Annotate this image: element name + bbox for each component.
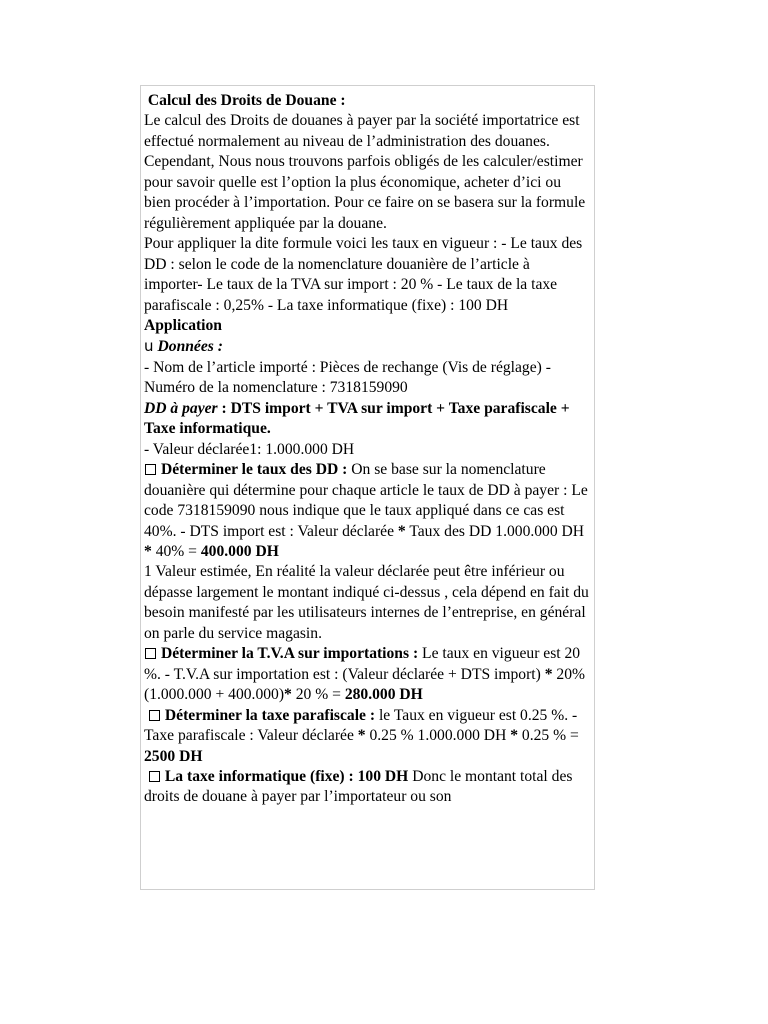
section-tva-text-2: 20% (1.000.000 + 400.000) xyxy=(144,665,585,704)
checkbox-icon xyxy=(145,464,156,475)
section-tva-text-3: 20 % = xyxy=(291,686,345,704)
section-parafiscale-result: 2500 DH xyxy=(144,747,203,765)
star-mark: * xyxy=(357,727,366,745)
valeur-declaree: - Valeur déclarée1: 1.000.000 DH xyxy=(144,440,355,458)
document-title xyxy=(144,91,591,111)
star-mark: * xyxy=(144,542,152,560)
section-taux-dd-text-2: Taux des DD 1.000.000 DH xyxy=(405,522,585,540)
star-mark: * xyxy=(397,522,406,540)
checkbox-icon xyxy=(149,771,160,782)
section-taux-dd xyxy=(144,460,591,562)
section-parafiscale-text: le Taux en vigueur est 0.25 %. - Taxe parafiscale : Valeur déclarée xyxy=(144,706,578,745)
section-taux-dd-text-3: 40% = xyxy=(151,542,201,560)
section-tva-result: 280.000 DH xyxy=(344,686,423,704)
application-heading-text: Application xyxy=(144,316,222,334)
star-mark: * xyxy=(544,665,553,683)
section-tva-heading: Déterminer la T.V.A sur importations : xyxy=(161,645,419,663)
bullet-icon: u xyxy=(144,337,154,356)
checkbox-icon xyxy=(145,648,156,659)
section-parafiscale-text-2: 0.25 % 1.000.000 DH xyxy=(365,727,511,745)
section-tva xyxy=(144,644,591,705)
footnote: 1 Valeur estimée, En réalité la valeur déclarée peut être inférieur ou dépasse largement le montant indiqué ci-dessus , cela dépend en fait du besoin manifesté par les utilisateurs internes de l’entreprise, en général on parle du service magasin. xyxy=(144,563,589,642)
star-mark: * xyxy=(510,727,519,745)
star-mark: * xyxy=(284,686,292,704)
document-page xyxy=(140,85,595,890)
donnees-label: Données : xyxy=(157,338,223,356)
section-parafiscale xyxy=(144,706,591,767)
article-info: - Nom de l’article importé : Pièces de rechange (Vis de réglage) - Numéro de la nomenclature : 7318159090 xyxy=(144,358,551,397)
section-parafiscale-text-3: 0.25 % = xyxy=(518,727,579,745)
section-taux-dd-result: 400.000 DH xyxy=(200,542,279,560)
application-heading xyxy=(144,316,591,336)
dd-formula: : DTS import + TVA sur import + Taxe parafiscale + Taxe informatique. xyxy=(144,399,570,438)
intro-paragraph: Le calcul des Droits de douanes à payer par la société importatrice est effectué normalement au niveau de l’administration des douanes. Cependant, Nous nous trouvons parfois obligés de les calculer/estimer pour savoir quelle est l’option la plus économique, acheter d’ici ou bien procéder à l’importation. Pour ce faire on se basera sur la formule régulièrement appliquée par la douane. xyxy=(144,112,586,232)
section-informatique-heading: La taxe informatique (fixe) : 100 DH xyxy=(164,767,409,785)
title-text: Calcul des Droits de Douane : xyxy=(147,92,346,109)
rates-paragraph: Pour appliquer la dite formule voici les taux en vigueur : - Le taux des DD : selon le code de la nomenclature douanière de l’article à importer- Le taux de la TVA sur import : 20 % - Le taux de la taxe parafiscale : 0,25% - La taxe informatique (fixe) : 100 DH xyxy=(144,235,583,314)
section-parafiscale-heading: Déterminer la taxe parafiscale : xyxy=(164,706,376,724)
section-informatique xyxy=(144,767,591,808)
section-taux-dd-text: On se base sur la nomenclature douanière qui détermine pour chaque article le taux de DD à payer : Le code 7318159090 nous indique que le taux appliqué dans ce cas est 40%. - DTS import est : Valeur déclarée xyxy=(144,461,588,540)
checkbox-icon xyxy=(149,710,160,721)
section-tva-text: Le taux en vigueur est 20 %. - T.V.A sur importation est : (Valeur déclarée + DTS import) xyxy=(144,645,581,683)
donnees-line xyxy=(144,336,591,357)
dd-label: DD à payer xyxy=(144,399,218,417)
section-informatique-text: Donc le montant total des droits de douane à payer par l’importateur ou son xyxy=(144,767,573,806)
section-taux-dd-heading: Déterminer le taux des DD : xyxy=(161,461,348,479)
dd-formula-line xyxy=(144,399,591,440)
